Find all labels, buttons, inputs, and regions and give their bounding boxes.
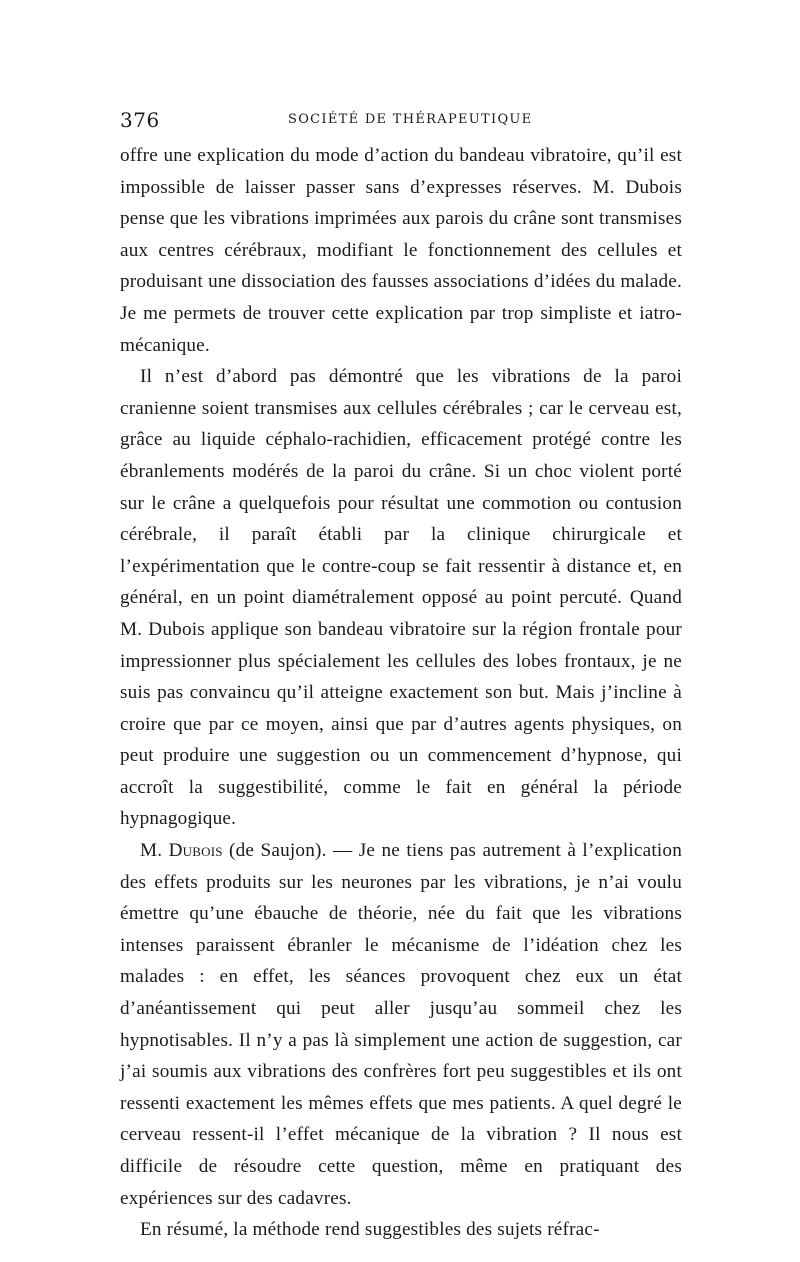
paragraph: En résumé, la méthode rend suggestibles des sujets réfrac- [140,1219,600,1241]
paragraph: Il n’est d’abord pas démontré que les vibrations de la paroi cranienne soient transmises aux cellules cérébrales ; car le cerveau est, grâce au liquide céphalo-rachidien, efficacement protégé contre les ébranlements modérés de la paroi du crâne. Si un choc violent porté sur le crâne a quelquefois pour résultat une commotion ou contusion cérébrale, il paraît établi par la clinique chirurgicale et l’expérimentation que le contre-coup se fait ressentir à distance et, en général, en un point diamétralement opposé au point percuté. Quand M. Dubois applique son bandeau vibratoire sur la région frontale pour impressionner plus spécialement les cellules des lobes frontaux, je ne suis pas convaincu qu’il atteigne exactement son but. Mais j’incline à croire que par ce moyen, ainsi que par d’autres agents physiques, on peut produire une suggestion ou un commencement d’hypnose, qui accroît la suggestibilité, comme le fait en général la période hypnagogique. [120,366,682,830]
paragraph-continuation: offre une explication du mode d’action du bandeau vibratoire, qu’il est impossible de laisser passer sans d’expresses réserves. M. Dubois pense que les vibrations imprimées aux parois du crâne sont transmises aux centres cérébraux, modifiant le fonctionnement des cellules et produisant une dissociation des fausses associations d’idées du malade. Je me permets de trouver cette explication par trop simpliste et iatro-mécanique. [120,145,682,356]
running-title: SOCIÉTÉ DE THÉRAPEUTIQUE [288,112,533,127]
page-number: 376 [120,108,160,132]
speaker-name: M. Dubois [140,840,223,862]
book-page [120,108,682,1246]
paragraph-dubois-reply [120,835,682,1214]
body-text [120,140,682,1246]
paragraph-text: (de Saujon). — Je ne tiens pas autrement à l’explication des effets produits sur les neurones par les vibrations, je n’ai voulu émettre qu’une ébauche de théorie, née du fait que les vibrations intenses paraissent ébranler le mécanisme de l’idéation chez les malades : en effet, les séances provoquent chez eux un état d’anéantissement qui peut aller jusqu’au sommeil chez les hypnotisables. Il n’y a pas là simplement une action de suggestion, car j’ai soumis aux vibrations des confrères fort peu suggestibles et ils ont ressenti exactement les mêmes effets que mes patients. A quel degré le cerveau ressent-il l’effet mécanique de la vibration ? Il nous est difficile de résoudre cette question, même en pratiquant des expériences sur des cadavres. [120,840,682,1209]
running-header [120,108,682,134]
